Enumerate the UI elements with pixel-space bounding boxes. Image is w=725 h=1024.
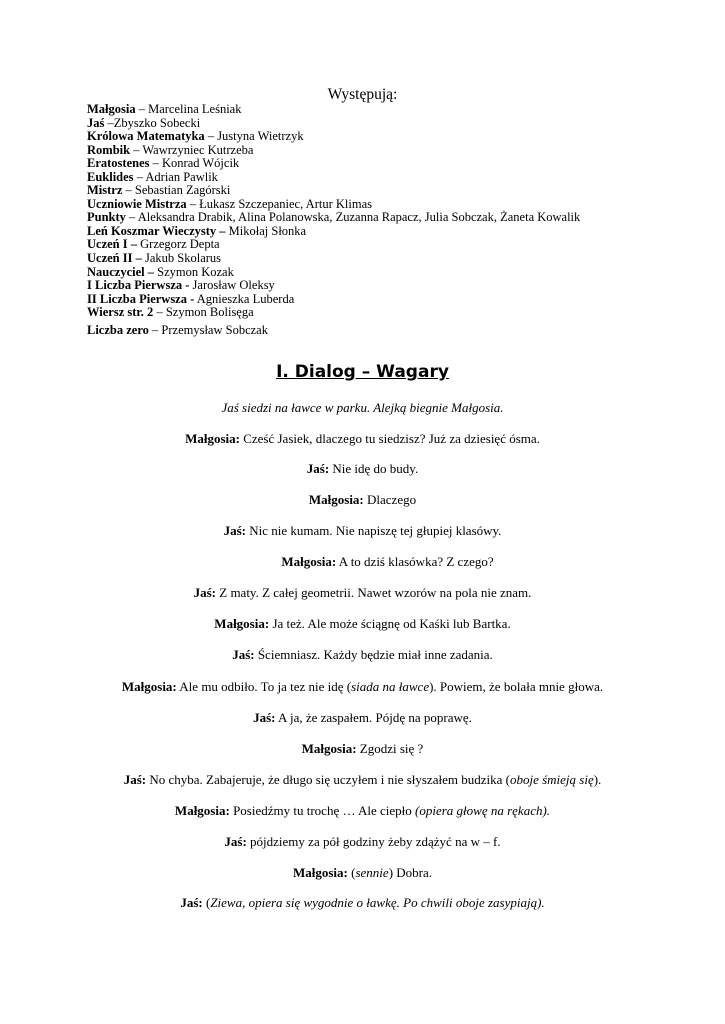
dialog-text: Z maty. Z całej geometrii. Nawet wzorów na pola nie znam. bbox=[216, 585, 532, 600]
cast-role: Leń Koszmar Wieczysty – bbox=[87, 223, 226, 238]
cast-role: Uczeń II – bbox=[87, 251, 142, 266]
cast-actors: Przemysław Sobczak bbox=[161, 322, 268, 337]
cast-row bbox=[87, 279, 687, 293]
cast-separator: – bbox=[104, 115, 114, 130]
cast-role: Rombik bbox=[87, 142, 131, 157]
dialog-line bbox=[0, 772, 725, 788]
cast-actors: Agnieszka Luberda bbox=[196, 291, 295, 306]
stage-direction: Jaś siedzi na ławce w parku. Alejką biegnie Małgosia. bbox=[221, 400, 504, 415]
dialog-text: Posiedźmy tu trochę … Ale ciepło bbox=[229, 803, 416, 818]
speaker-name: Małgosia: bbox=[185, 431, 240, 446]
cast-row bbox=[87, 225, 687, 239]
cast-role: Uczeń I – bbox=[87, 237, 137, 252]
cast-actors: Szymon Kozak bbox=[157, 264, 234, 279]
cast-role: Eratostenes bbox=[87, 156, 150, 171]
cast-separator: – bbox=[186, 196, 200, 211]
cast-row bbox=[87, 293, 687, 307]
dialog-text: Dlaczego bbox=[363, 492, 417, 507]
stage-direction-inline: siada na ławce bbox=[351, 679, 430, 694]
speaker-name: Jaś: bbox=[123, 772, 147, 787]
dialog-text: ) Dobra. bbox=[388, 865, 433, 880]
speaker-name: Jaś: bbox=[223, 523, 246, 538]
cast-row bbox=[87, 130, 687, 144]
cast-row bbox=[87, 306, 687, 320]
dialog-line bbox=[0, 865, 725, 881]
dialog-text: ( bbox=[347, 865, 356, 880]
dialog-line bbox=[0, 834, 725, 850]
cast-row bbox=[87, 238, 687, 252]
dialog-line bbox=[0, 647, 725, 663]
dialog-text: ( bbox=[202, 895, 211, 910]
speaker-name: Jaś: bbox=[193, 585, 216, 600]
dialog-line bbox=[0, 616, 725, 632]
speaker-name: Małgosia: bbox=[214, 616, 270, 631]
cast-separator: – bbox=[153, 305, 166, 320]
speaker-name: Małgosia: bbox=[292, 865, 348, 880]
speaker-name: Jaś: bbox=[253, 710, 276, 725]
cast-role: Małgosia bbox=[87, 102, 136, 116]
cast-separator: – bbox=[148, 322, 162, 337]
speaker-name: Małgosia: bbox=[281, 554, 337, 569]
cast-role: Liczba zero bbox=[87, 322, 149, 337]
dialog-line bbox=[0, 492, 725, 508]
speaker-name: Małgosia: bbox=[174, 803, 230, 818]
dialog-text: No chyba. Zabajeruje, że długo się uczyłem i nie słyszałem budzika ( bbox=[146, 772, 510, 787]
dialog-text: ). bbox=[593, 772, 602, 787]
cast-actors: Sebastian Zagórski bbox=[134, 183, 231, 198]
dialog-line bbox=[0, 741, 725, 757]
cast-role: Jaś bbox=[87, 115, 105, 130]
dialog-text: Ściemniasz. Każdy będzie miał inne zadania. bbox=[254, 647, 493, 662]
speaker-name: Małgosia: bbox=[301, 741, 357, 756]
cast-separator: – bbox=[130, 142, 143, 157]
dialog-text: ). Powiem, że bolała mnie głowa. bbox=[429, 679, 604, 694]
cast-row bbox=[87, 252, 687, 266]
cast-actors: Jarosław Oleksy bbox=[192, 278, 275, 293]
dialog-line bbox=[0, 710, 725, 726]
cast-row bbox=[87, 103, 687, 117]
cast-actors: Justyna Wietrzyk bbox=[217, 129, 304, 144]
cast-actors: Grzegorz Depta bbox=[140, 237, 220, 252]
cast-actors: Aleksandra Drabik, Alina Polanowska, Zuzanna Rapacz, Julia Sobczak, Żaneta Kowalik bbox=[137, 210, 581, 225]
dialog-text: Ja też. Ale może ściągnę od Kaśki lub Bartka. bbox=[269, 616, 511, 631]
speaker-name: Małgosia: bbox=[121, 679, 177, 694]
dialog-text: Ale mu odbiło. To ja tez nie idę ( bbox=[176, 679, 352, 694]
dialog-text: Zgodzi się ? bbox=[356, 741, 424, 756]
dialog-line bbox=[0, 585, 725, 601]
cast-actors: Szymon Bolisęga bbox=[165, 305, 254, 320]
section-title: I. Dialog – Wagary bbox=[276, 362, 449, 382]
cast-separator: – bbox=[133, 169, 146, 184]
cast-actors: Zbyszko Sobecki bbox=[113, 115, 201, 130]
dialog-line bbox=[0, 803, 725, 819]
stage-direction-inline: oboje śmieją się bbox=[509, 772, 594, 787]
dialog-text: Nic nie kumam. Nie napiszę tej głupiej klasówy. bbox=[245, 523, 502, 538]
stage-direction-inline: sennie bbox=[355, 865, 389, 880]
cast-separator: – bbox=[125, 210, 138, 225]
cast-role: Euklides bbox=[87, 169, 134, 184]
cast-role: Uczniowie Mistrza bbox=[87, 196, 187, 211]
cast-row bbox=[87, 324, 687, 338]
cast-list bbox=[87, 103, 687, 337]
dialog-line bbox=[0, 431, 725, 447]
dialog-text: A to dziś klasówka? Z czego? bbox=[336, 554, 494, 569]
speaker-name: Jaś: bbox=[232, 647, 255, 662]
dialog-text: pójdziemy za pół godziny żeby zdążyć na w – f. bbox=[246, 834, 501, 849]
cast-role: I Liczba Pierwsza - bbox=[87, 278, 190, 293]
dialog-line bbox=[0, 523, 725, 539]
dialog-line bbox=[0, 679, 725, 695]
cast-row bbox=[87, 266, 687, 280]
cast-actors: Konrad Wójcik bbox=[162, 156, 240, 171]
cast-actors: Jakub Skolarus bbox=[144, 251, 222, 266]
dialog-line bbox=[0, 895, 725, 911]
dialog-text: Nie idę do budy. bbox=[329, 461, 419, 476]
cast-actors: Marcelina Leśniak bbox=[148, 102, 242, 116]
stage-direction-inline: (opiera głowę na rękach). bbox=[415, 803, 551, 818]
cast-actors: Mikołaj Słonka bbox=[228, 223, 307, 238]
dialog-line bbox=[0, 554, 725, 570]
cast-separator: – bbox=[135, 102, 149, 116]
cast-row bbox=[87, 157, 687, 171]
dialog-text: Cześć Jasiek, dlaczego tu siedzisz? Już za dziesięć ósma. bbox=[239, 431, 540, 446]
cast-separator: – bbox=[122, 183, 135, 198]
stage-direction-inline: Ziewa, opiera się wygodnie o ławkę. Po chwili oboje zasypiają). bbox=[210, 895, 545, 910]
cast-row bbox=[87, 184, 687, 198]
speaker-name: Jaś: bbox=[180, 895, 203, 910]
dialog-line bbox=[0, 461, 725, 477]
cast-heading: Występują: bbox=[327, 86, 398, 103]
cast-actors: Adrian Pawlik bbox=[145, 169, 218, 184]
cast-role: II Liczba Pierwsza - bbox=[87, 291, 195, 306]
cast-role: Wiersz str. 2 bbox=[87, 305, 154, 320]
speaker-name: Jaś: bbox=[224, 834, 247, 849]
cast-role: Nauczyciel – bbox=[87, 264, 154, 279]
cast-row bbox=[87, 144, 687, 158]
cast-actors: Wawrzyniec Kutrzeba bbox=[142, 142, 254, 157]
speaker-name: Małgosia: bbox=[308, 492, 364, 507]
cast-separator: – bbox=[149, 156, 162, 171]
cast-role: Mistrz bbox=[87, 183, 123, 198]
cast-row bbox=[87, 198, 687, 212]
cast-actors: Łukasz Szczepaniec, Artur Klimas bbox=[199, 196, 372, 211]
cast-role: Punkty bbox=[87, 210, 126, 225]
cast-row bbox=[87, 171, 687, 185]
cast-row bbox=[87, 117, 687, 131]
cast-row bbox=[87, 211, 687, 225]
cast-separator: – bbox=[204, 129, 218, 144]
speaker-name: Jaś: bbox=[306, 461, 330, 476]
dialog-text: A ja, że zaspałem. Pójdę na poprawę. bbox=[275, 710, 472, 725]
cast-role: Królowa Matematyka bbox=[87, 129, 205, 144]
